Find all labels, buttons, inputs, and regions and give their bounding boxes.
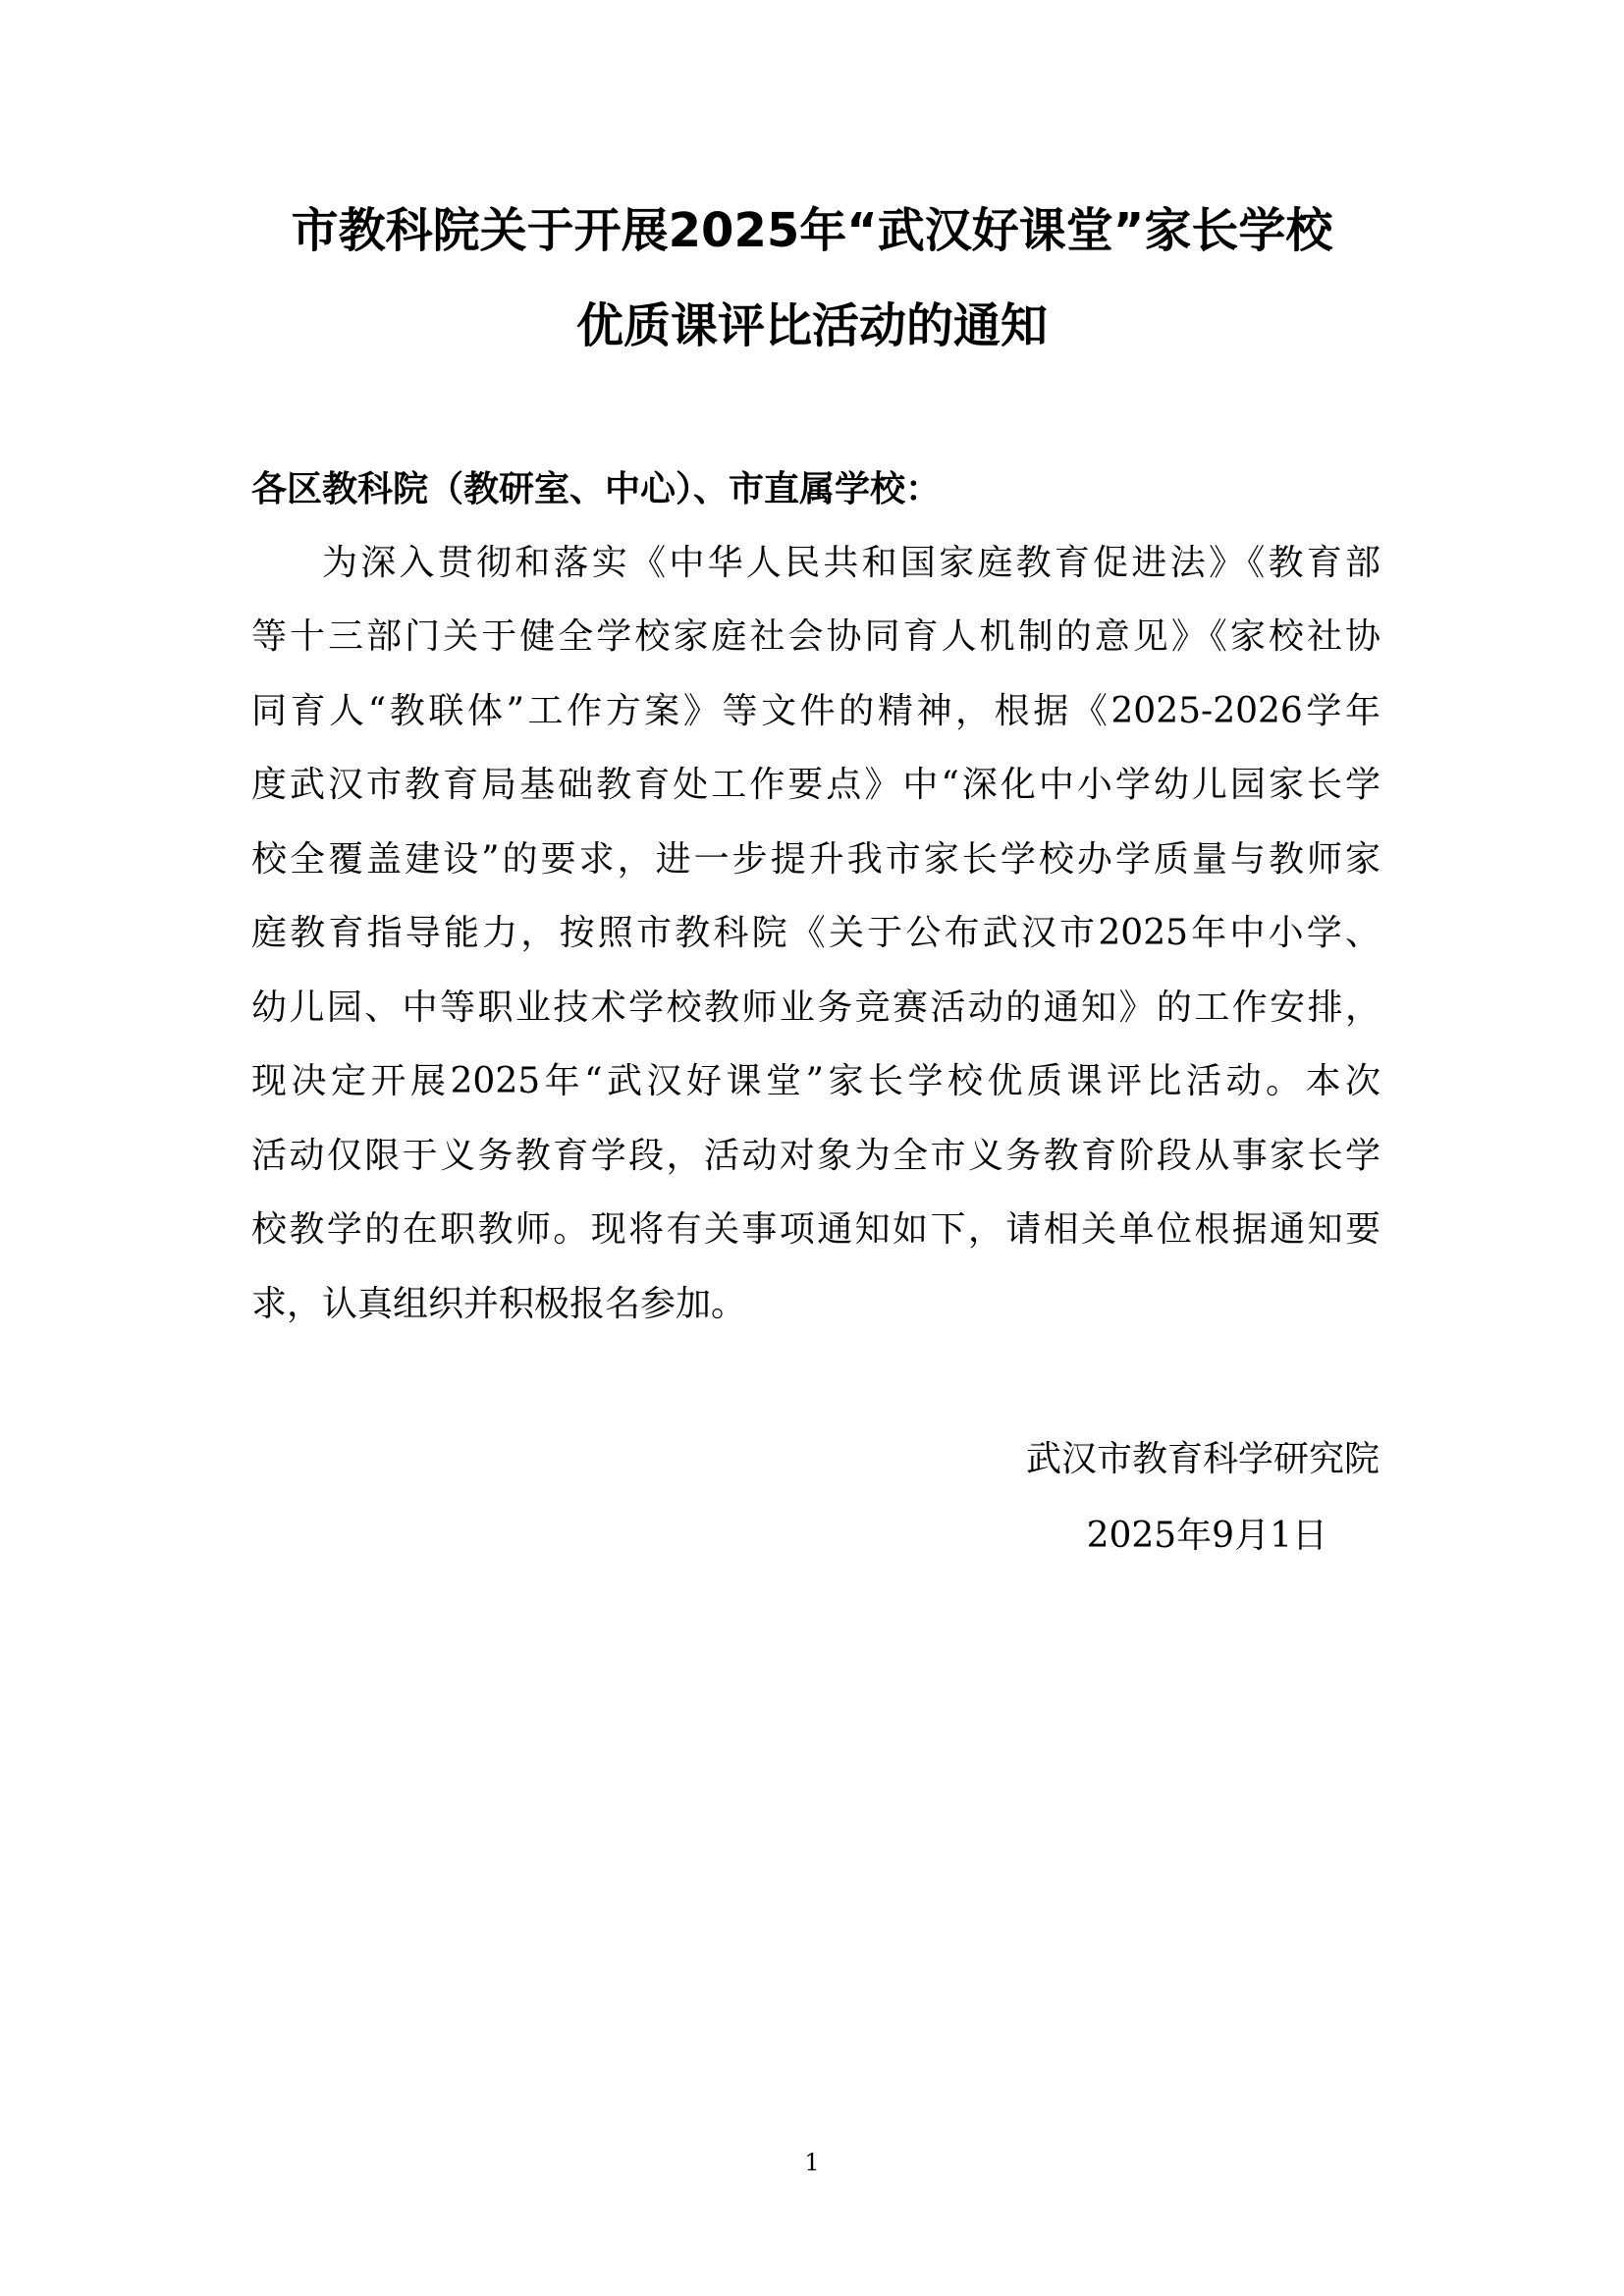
body-paragraph-line: 校全覆盖建设”的要求，进一步提升我市家长学校办学质量与教师家	[251, 839, 1380, 880]
body-paragraph-line: 同育人“教联体”工作方案》等文件的精神，根据《2025-2026学年	[251, 691, 1380, 731]
body-paragraph-line: 求，认真组织并积极报名参加。	[251, 1284, 747, 1324]
document-title-line-2: 优质课评比活动的通知	[575, 298, 1048, 353]
body-paragraph-line: 等十三部门关于健全学校家庭社会协同育人机制的意见》《家校社协	[251, 616, 1380, 657]
body-paragraph-line: 活动仅限于义务教育学段，活动对象为全市义务教育阶段从事家长学	[251, 1136, 1380, 1176]
document-title-line-1: 市教科院关于开展2025年“武汉好课堂”家长学校	[291, 203, 1333, 258]
body-paragraph-line: 现决定开展2025年“武汉好课堂”家长学校优质课评比活动。本次	[251, 1061, 1380, 1101]
page-number: 1	[804, 2149, 820, 2176]
signature-organization: 武汉市教育科学研究院	[1025, 1439, 1380, 1479]
body-paragraph-line: 为深入贯彻和落实《中华人民共和国家庭教育促进法》《教育部	[322, 543, 1380, 583]
signature-date: 2025年9月1日	[1086, 1516, 1327, 1556]
body-paragraph-line: 幼儿园、中等职业技术学校教师业务竞赛活动的通知》的工作安排，	[251, 988, 1380, 1028]
salutation: 各区教科院（教研室、中心）、市直属学校：	[251, 469, 942, 509]
body-paragraph-line: 校教学的在职教师。现将有关事项通知如下，请相关单位根据通知要	[251, 1209, 1380, 1250]
body-paragraph-line: 度武汉市教育局基础教育处工作要点》中“深化中小学幼儿园家长学	[251, 765, 1380, 805]
body-paragraph-line: 庭教育指导能力，按照市教科院《关于公布武汉市2025年中小学、	[251, 913, 1380, 953]
